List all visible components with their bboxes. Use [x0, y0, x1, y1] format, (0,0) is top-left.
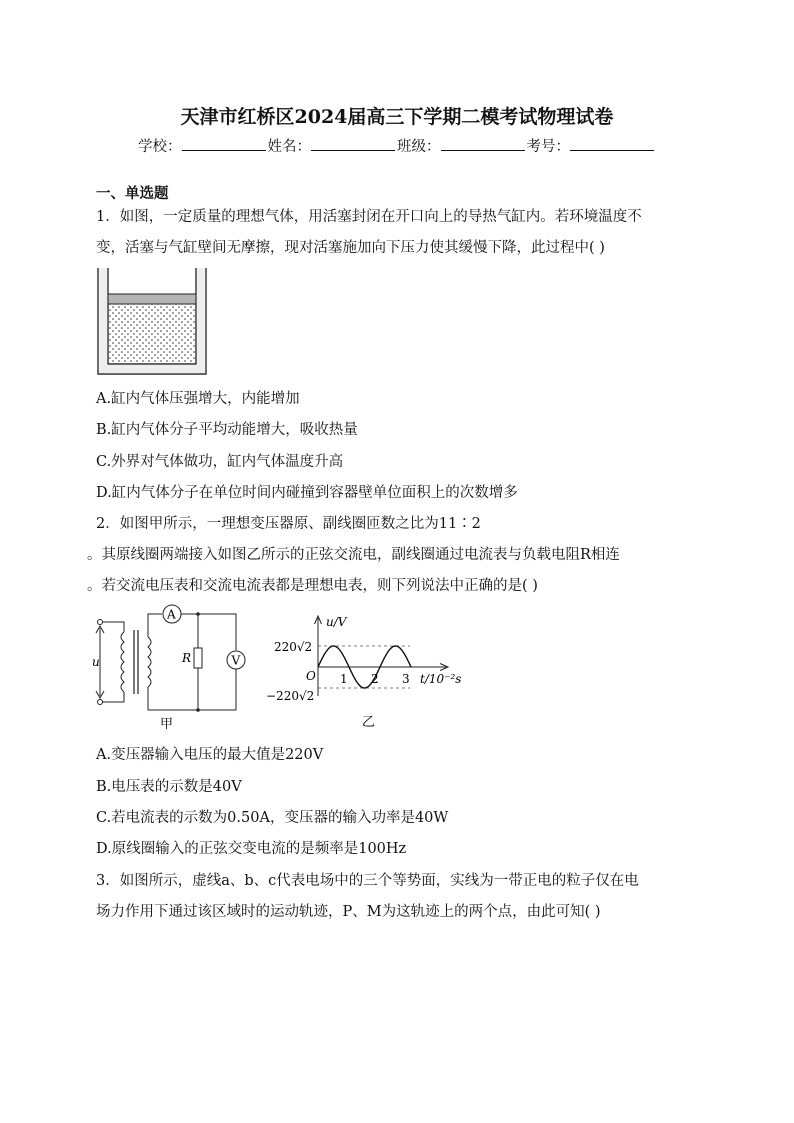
- q1-option-b[interactable]: B.缸内气体分子平均动能增大，吸收热量: [96, 422, 358, 438]
- origin-label: O: [306, 669, 316, 683]
- y-axis-label: u/V: [326, 615, 347, 629]
- number-label: 考号：: [526, 139, 570, 155]
- q2-stem-line1: 2．如图甲所示，一理想变压器原、副线圈匝数之比为11∶2: [96, 516, 481, 532]
- ammeter-label: A: [167, 607, 176, 622]
- resistor-label: R: [182, 651, 192, 665]
- name-label: 姓名：: [267, 139, 311, 155]
- primary-coil: [121, 632, 124, 692]
- q2-stem-line2: 。其原线圈两端接入如图乙所示的正弦交流电，副线圈通过电流表与负载电阻R相连: [87, 547, 620, 563]
- tick-label-1: 1: [340, 672, 348, 686]
- q1-option-c[interactable]: C.外界对气体做功，缸内气体温度升高: [96, 454, 344, 470]
- class-blank[interactable]: [441, 136, 525, 151]
- q2-option-c[interactable]: C.若电流表的示数为0.50A，变压器的输入功率是40W: [96, 810, 449, 826]
- negative-peak-label: −220√2: [266, 689, 315, 703]
- u-label: u: [92, 655, 100, 669]
- q2-option-b[interactable]: B.电压表的示数是40V: [96, 779, 242, 795]
- tick-label-2: 2: [371, 672, 379, 686]
- student-info-line: [0, 135, 794, 156]
- gas-region: [108, 304, 196, 364]
- x-axis-label: t/10⁻²s: [420, 672, 462, 686]
- q1-option-d[interactable]: D.缸内气体分子在单位时间内碰撞到容器壁单位面积上的次数增多: [96, 485, 518, 501]
- positive-peak-label: 220√2: [274, 640, 313, 654]
- secondary-coil: [148, 637, 151, 687]
- q1-stem-line1: 1．如图，一定质量的理想气体，用活塞封闭在开口向上的导热气缸内。若环境温度不: [96, 209, 642, 225]
- exam-title: 天津市红桥区2024届高三下学期二模考试物理试卷: [180, 106, 614, 128]
- q2-option-d[interactable]: D.原线圈输入的正弦交变电流的是频率是100Hz: [96, 841, 407, 857]
- section-title: 一、单选题: [96, 185, 169, 202]
- number-blank[interactable]: [570, 136, 654, 151]
- piston: [108, 294, 196, 304]
- q3-stem-line2: 场力作用下通过该区域时的运动轨迹，P、M为这轨迹上的两个点，由此可知( ): [96, 904, 601, 920]
- q3-stem-line1: 3．如图所示，虚线a、b、c代表电场中的三个等势面，实线为一带正电的粒子仅在电: [96, 873, 639, 889]
- figure-caption-yi: 乙: [362, 715, 376, 730]
- q2-stem-line3: 。若交流电压表和交流电流表都是理想电表，则下列说法中正确的是( ): [87, 578, 538, 594]
- resistor: [194, 648, 202, 668]
- q2-option-a[interactable]: A.变压器输入电压的最大值是220V: [96, 747, 324, 763]
- q2-circuit-figure: [90, 602, 250, 732]
- class-label: 班级：: [397, 139, 441, 155]
- tick-label-3: 3: [402, 672, 410, 686]
- q2-voltage-graph: [262, 612, 482, 730]
- q1-stem-line2: 变，活塞与气缸壁间无摩擦，现对活塞施加向下压力使其缓慢下降，此过程中( ): [96, 240, 605, 256]
- q1-option-a[interactable]: A.缸内气体压强增大，内能增加: [96, 391, 300, 407]
- school-label: 学校：: [138, 139, 182, 155]
- q1-cylinder-figure: [96, 266, 208, 376]
- voltmeter-label: V: [231, 653, 241, 668]
- figure-caption-jia: 甲: [160, 717, 174, 732]
- school-blank[interactable]: [182, 136, 266, 151]
- name-blank[interactable]: [311, 136, 395, 151]
